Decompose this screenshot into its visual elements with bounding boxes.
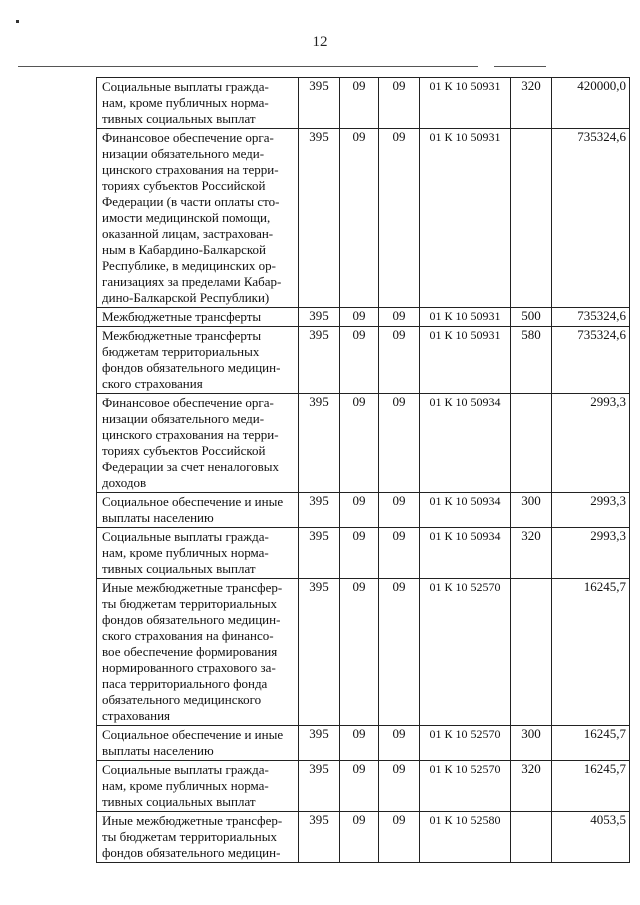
- row-section-code: [340, 812, 379, 863]
- scan-artifact-line: [18, 66, 478, 67]
- row-section-code-text: 09: [352, 129, 366, 144]
- row-admin-code-text: 395: [309, 308, 329, 323]
- row-subsection-code: [379, 528, 420, 579]
- row-admin-code-text: 395: [309, 761, 329, 776]
- row-target-article-text: 01 К 10 52570: [429, 580, 501, 594]
- row-section-code: [340, 761, 379, 812]
- row-name: [97, 394, 299, 493]
- table-row: [97, 761, 630, 812]
- row-amount: [552, 308, 630, 327]
- row-target-article: [420, 129, 511, 308]
- row-amount: [552, 579, 630, 726]
- row-expense-type-text: 320: [521, 78, 541, 93]
- row-admin-code: [299, 78, 340, 129]
- row-section-code: [340, 528, 379, 579]
- row-target-article-text: 01 К 10 50934: [429, 529, 501, 543]
- row-admin-code-text: 395: [309, 528, 329, 543]
- row-target-article-text: 01 К 10 52570: [429, 727, 501, 741]
- row-section-code-text: 09: [352, 761, 366, 776]
- row-amount-text: 2993,3: [590, 493, 626, 508]
- row-subsection-code: [379, 812, 420, 863]
- row-target-article-text: 01 К 10 52570: [429, 762, 501, 776]
- row-admin-code-text: 395: [309, 726, 329, 741]
- row-name-text: Иные межбюджетные трансфер- ты бюджетам территориальных фондов обязательного медицин- ского страхования на финансо- вое обеспечение формирования нормированного страхового за- паса территориального фонда обязательного медицинского страхования: [102, 580, 283, 723]
- row-section-code: [340, 493, 379, 528]
- row-target-article-text: 01 К 10 50931: [429, 130, 501, 144]
- row-name: [97, 726, 299, 761]
- row-target-article: [420, 726, 511, 761]
- row-name-text: Социальные выплаты граждa- нам, кроме публичных норма- тивных социальных выплат: [102, 79, 269, 126]
- row-section-code: [340, 327, 379, 394]
- table-row: [97, 129, 630, 308]
- row-target-article: [420, 579, 511, 726]
- row-admin-code: [299, 761, 340, 812]
- row-amount-text: 16245,7: [583, 761, 626, 776]
- row-name: [97, 493, 299, 528]
- row-amount-text: 4053,5: [590, 812, 626, 827]
- page-number: 12: [312, 34, 328, 50]
- row-expense-type-text: 500: [521, 308, 541, 323]
- row-section-code-text: 09: [352, 327, 366, 342]
- row-subsection-code: [379, 129, 420, 308]
- row-expense-type: [511, 394, 552, 493]
- row-subsection-code-text: 09: [392, 394, 406, 409]
- row-admin-code: [299, 129, 340, 308]
- row-amount-text: 735324,6: [577, 327, 626, 342]
- row-section-code: [340, 308, 379, 327]
- row-subsection-code-text: 09: [392, 129, 406, 144]
- row-expense-type: [511, 78, 552, 129]
- row-admin-code-text: 395: [309, 493, 329, 508]
- row-expense-type: [511, 129, 552, 308]
- row-subsection-code-text: 09: [392, 528, 406, 543]
- row-section-code-text: 09: [352, 579, 366, 594]
- table-row: [97, 327, 630, 394]
- row-amount: [552, 78, 630, 129]
- row-name: [97, 761, 299, 812]
- row-admin-code: [299, 493, 340, 528]
- row-amount: [552, 394, 630, 493]
- table-row: [97, 78, 630, 129]
- row-amount: [552, 812, 630, 863]
- row-amount: [552, 129, 630, 308]
- row-amount-text: 16245,7: [583, 726, 626, 741]
- row-subsection-code-text: 09: [392, 327, 406, 342]
- row-section-code: [340, 129, 379, 308]
- row-subsection-code-text: 09: [392, 726, 406, 741]
- scan-artifact-line: [494, 66, 546, 67]
- row-admin-code: [299, 327, 340, 394]
- table-row: [97, 726, 630, 761]
- row-admin-code: [299, 812, 340, 863]
- row-target-article: [420, 308, 511, 327]
- row-expense-type: [511, 579, 552, 726]
- row-amount-text: 2993,3: [590, 528, 626, 543]
- row-section-code: [340, 726, 379, 761]
- row-subsection-code-text: 09: [392, 812, 406, 827]
- row-expense-type: [511, 761, 552, 812]
- row-subsection-code: [379, 761, 420, 812]
- row-admin-code-text: 395: [309, 394, 329, 409]
- row-name: [97, 129, 299, 308]
- budget-table-body: [97, 78, 630, 863]
- row-amount-text: 735324,6: [577, 129, 626, 144]
- row-target-article-text: 01 К 10 50934: [429, 395, 501, 409]
- row-name: [97, 327, 299, 394]
- row-target-article: [420, 78, 511, 129]
- row-target-article: [420, 327, 511, 394]
- row-admin-code-text: 395: [309, 327, 329, 342]
- row-target-article-text: 01 К 10 50931: [429, 79, 501, 93]
- row-target-article-text: 01 К 10 52580: [429, 813, 501, 827]
- row-expense-type: [511, 493, 552, 528]
- table-row: [97, 394, 630, 493]
- row-name-text: Социальные выплаты гражда- нам, кроме публичных норма- тивных социальных выплат: [102, 762, 269, 809]
- row-expense-type-text: 320: [521, 761, 541, 776]
- row-target-article: [420, 394, 511, 493]
- row-subsection-code: [379, 308, 420, 327]
- row-subsection-code-text: 09: [392, 308, 406, 323]
- row-name: [97, 579, 299, 726]
- table-row: [97, 579, 630, 726]
- row-admin-code: [299, 726, 340, 761]
- row-target-article-text: 01 К 10 50931: [429, 328, 501, 342]
- row-name-text: Социальное обеспечение и иные выплаты населению: [102, 727, 284, 758]
- row-expense-type-text: 300: [521, 726, 541, 741]
- row-section-code-text: 09: [352, 78, 366, 93]
- table-row: [97, 812, 630, 863]
- row-expense-type: [511, 726, 552, 761]
- row-name-text: Финансовое обеспечение орга- низации обязательного меди- цинского страхования на терри- ториях субъектов Российской Федерации за счет неналоговых доходов: [102, 395, 279, 490]
- row-subsection-code-text: 09: [392, 579, 406, 594]
- row-expense-type: [511, 812, 552, 863]
- row-section-code-text: 09: [352, 528, 366, 543]
- row-admin-code-text: 395: [309, 579, 329, 594]
- row-expense-type-text: 580: [521, 327, 541, 342]
- row-section-code-text: 09: [352, 812, 366, 827]
- row-amount: [552, 493, 630, 528]
- row-name: [97, 812, 299, 863]
- row-subsection-code-text: 09: [392, 493, 406, 508]
- row-admin-code: [299, 308, 340, 327]
- row-admin-code: [299, 528, 340, 579]
- row-subsection-code: [379, 726, 420, 761]
- row-subsection-code-text: 09: [392, 761, 406, 776]
- row-target-article: [420, 812, 511, 863]
- row-admin-code: [299, 579, 340, 726]
- row-section-code: [340, 78, 379, 129]
- row-subsection-code: [379, 493, 420, 528]
- row-expense-type: [511, 308, 552, 327]
- row-name: [97, 78, 299, 129]
- row-expense-type: [511, 327, 552, 394]
- row-subsection-code: [379, 78, 420, 129]
- row-expense-type: [511, 528, 552, 579]
- row-admin-code: [299, 394, 340, 493]
- row-name-text: Межбюджетные трансферты бюджетам территориальных фондов обязательного медицин- ского страхования: [102, 328, 281, 391]
- row-amount-text: 2993,3: [590, 394, 626, 409]
- row-amount: [552, 726, 630, 761]
- row-subsection-code-text: 09: [392, 78, 406, 93]
- budget-table: [96, 77, 630, 863]
- row-target-article-text: 01 К 10 50931: [429, 309, 501, 323]
- row-target-article-text: 01 К 10 50934: [429, 494, 501, 508]
- row-name: [97, 308, 299, 327]
- table-row: [97, 493, 630, 528]
- row-name-text: Межбюджетные трансферты: [102, 309, 262, 324]
- row-expense-type-text: 320: [521, 528, 541, 543]
- row-target-article: [420, 528, 511, 579]
- row-amount-text: 16245,7: [583, 579, 626, 594]
- row-section-code-text: 09: [352, 394, 366, 409]
- row-section-code-text: 09: [352, 726, 366, 741]
- row-expense-type-text: 300: [521, 493, 541, 508]
- table-row: [97, 528, 630, 579]
- row-subsection-code: [379, 579, 420, 726]
- row-amount: [552, 327, 630, 394]
- row-amount: [552, 761, 630, 812]
- table-row: [97, 308, 630, 327]
- row-admin-code-text: 395: [309, 129, 329, 144]
- row-admin-code-text: 395: [309, 812, 329, 827]
- row-section-code: [340, 394, 379, 493]
- scan-mark: [16, 20, 19, 23]
- row-name: [97, 528, 299, 579]
- row-section-code: [340, 579, 379, 726]
- row-subsection-code: [379, 394, 420, 493]
- row-name-text: Социальные выплаты гражда- нам, кроме публичных норма- тивных социальных выплат: [102, 529, 269, 576]
- row-amount: [552, 528, 630, 579]
- row-subsection-code: [379, 327, 420, 394]
- row-name-text: Иные межбюджетные трансфер- ты бюджетам территориальных фондов обязательного медицин-: [102, 813, 283, 860]
- row-target-article: [420, 761, 511, 812]
- row-amount-text: 420000,0: [577, 78, 626, 93]
- row-target-article: [420, 493, 511, 528]
- row-admin-code-text: 395: [309, 78, 329, 93]
- row-name-text: Финансовое обеспечение орга- низации обязательного меди- цинского страхования на терри- ториях субъектов Российской Федерации (в части оплаты сто- имости медицинской помощи, оказанной лицам, застрахован- ным в Кабардино-Балкарской Республике, в медицинских ор- ганизациях за пределами Кабар- дино-Балкарской Республики): [102, 130, 282, 305]
- row-amount-text: 735324,6: [577, 308, 626, 323]
- row-section-code-text: 09: [352, 308, 366, 323]
- row-section-code-text: 09: [352, 493, 366, 508]
- row-name-text: Социальное обеспечение и иные выплаты населению: [102, 494, 284, 525]
